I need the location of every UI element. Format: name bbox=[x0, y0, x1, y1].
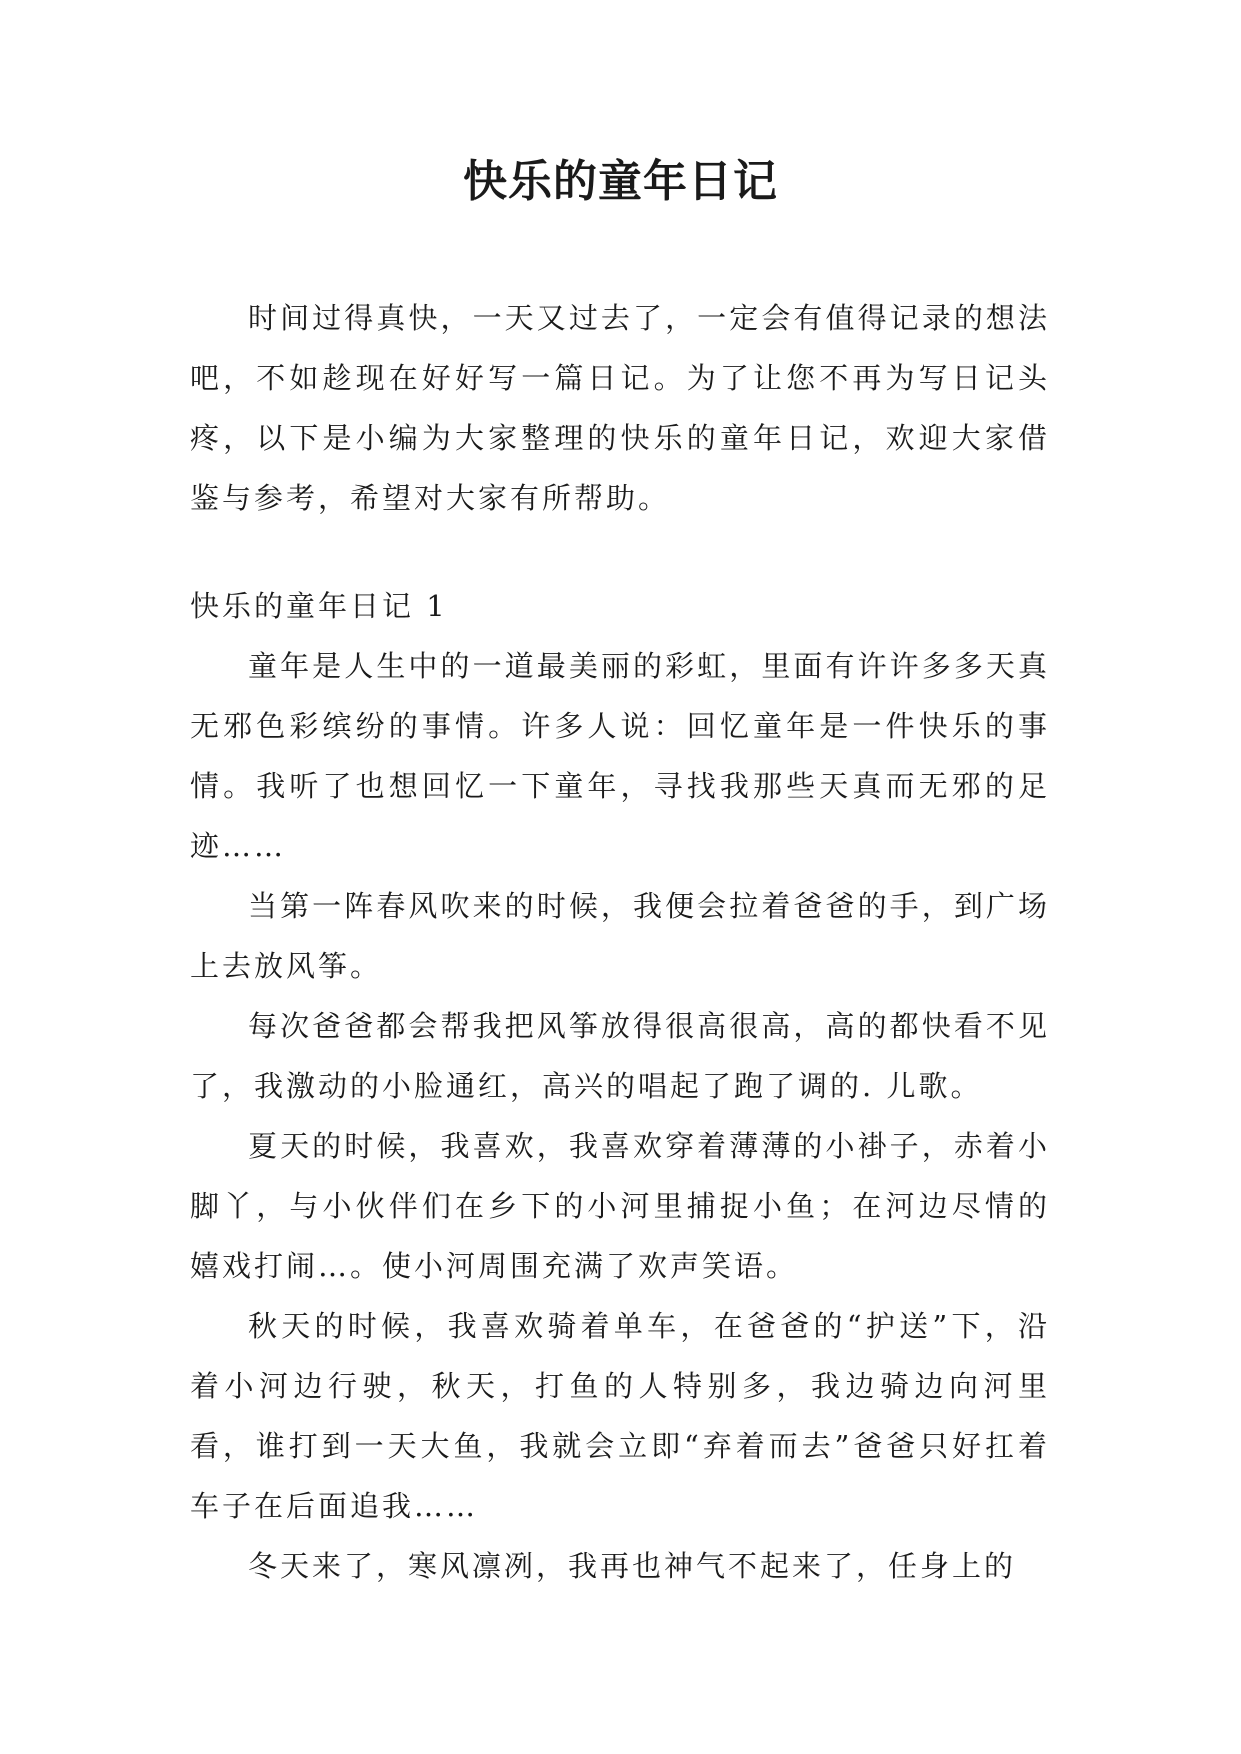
intro-section bbox=[190, 288, 1050, 528]
paragraph: 童年是人生中的一道最美丽的彩虹，里面有许许多多天真无邪色彩缤纷的事情。许多人说：回忆童年是一件快乐的事情。我听了也想回忆一下童年，寻找我那些天真而无邪的足迹…… bbox=[190, 649, 1050, 863]
entry-heading: 快乐的童年日记 1 bbox=[190, 589, 448, 623]
paragraph: 夏天的时候，我喜欢，我喜欢穿着薄薄的小褂子，赤着小脚丫，与小伙伴们在乡下的小河里捕捉小鱼；在河边尽情的嬉戏打闹…。使小河周围充满了欢声笑语。 bbox=[190, 1129, 1050, 1283]
paragraph: 冬天来了，寒风凛冽，我再也神气不起来了，任身上的 bbox=[248, 1549, 1017, 1583]
entry-section bbox=[190, 576, 1050, 1596]
intro-paragraph: 时间过得真快，一天又过去了，一定会有值得记录的想法吧，不如趁现在好好写一篇日记。为了让您不再为写日记头疼，以下是小编为大家整理的快乐的童年日记，欢迎大家借鉴与参考，希望对大家有所帮助。 bbox=[190, 301, 1050, 515]
paragraph: 秋天的时候，我喜欢骑着单车，在爸爸的“护送”下，沿着小河边行驶，秋天，打鱼的人特别多，我边骑边向河里看，谁打到一天大鱼，我就会立即“弃着而去”爸爸只好扛着车子在后面追我…… bbox=[190, 1309, 1050, 1523]
paragraph: 每次爸爸都会帮我把风筝放得很高很高，高的都快看不见了，我激动的小脸通红，高兴的唱起了跑了调的. 儿歌。 bbox=[190, 1009, 1050, 1103]
paragraph: 当第一阵春风吹来的时候，我便会拉着爸爸的手，到广场上去放风筝。 bbox=[190, 889, 1050, 983]
document-title: 快乐的童年日记 bbox=[463, 156, 778, 207]
